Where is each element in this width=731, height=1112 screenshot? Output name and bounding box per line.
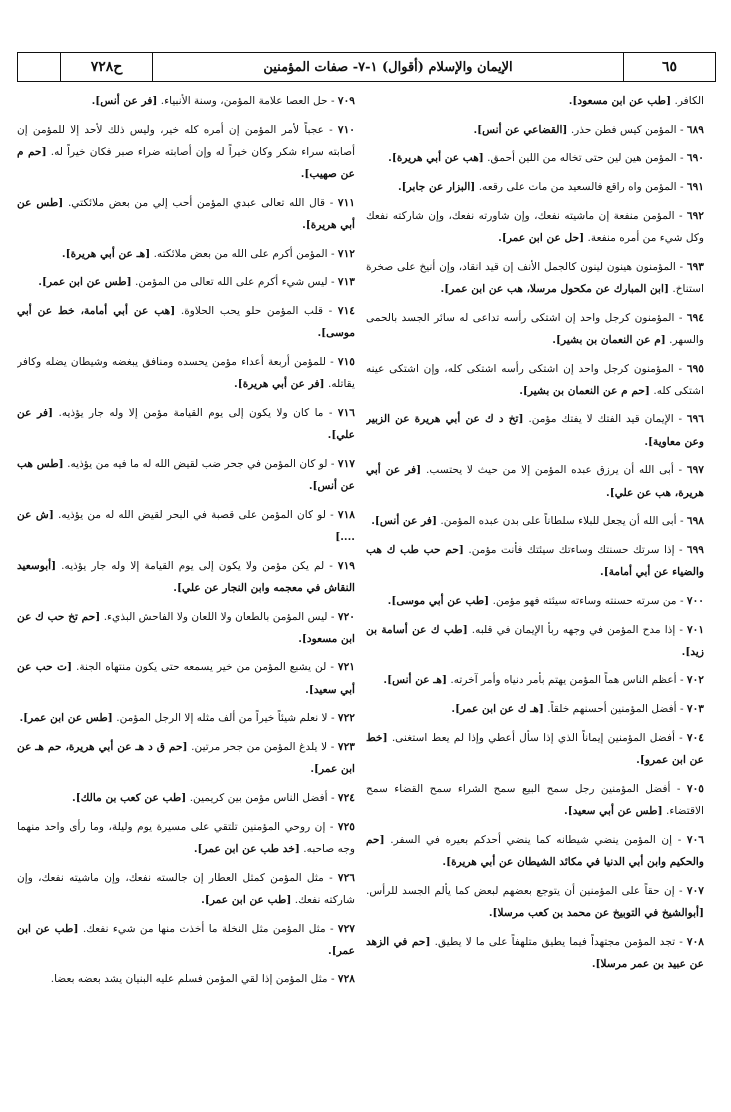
hadith-number: ٧٠٢ (686, 674, 704, 687)
hadith-number: ٧٠١ (686, 623, 704, 636)
hadith-number: ٧٠٩ (337, 95, 355, 107)
hadith-entry: ٧١٢ - المؤمن أكرم على الله من بعض ملائكته. [هـ عن أبي هريرة]. (61, 247, 355, 260)
hadith-text: المؤمن أكرم على الله من بعض ملائكته. (153, 247, 328, 260)
hadith-source: [طس عن ابن عمر]. (38, 276, 132, 289)
hadith-entry: ٦٩٢ - المؤمن منفعة إن ماشيته نفعك، وإن شاورته نفعك، وإن شاركته نفعك وكل شيء من أمره منفعة. [حل عن ابن عمر]. (366, 209, 704, 245)
hadith-text: لو كان المؤمن في جحر ضب لقيض الله له ما فيه من يؤذيه. (67, 457, 328, 470)
hadith-source: [فر عن أبي هريرة، هب عن علي]. (366, 464, 704, 499)
hadith-number: ٦٩٩ (686, 543, 704, 556)
hadith-number: ٦٩١ (686, 181, 704, 194)
hadith-range: ح٧٢٨ (60, 53, 152, 81)
hadith-text: تجد المؤمن مجتهداً فيما يطيق متلهفاً على ما لا يطيق. (434, 935, 676, 948)
hadith-text: المؤمنون كرجل واحد إن اشتكى رأسه تداعى له سائر الجسد بالحمى والسهر. (366, 311, 704, 346)
hadith-text: من سرته حسنته وساءته سيئته فهو مؤمن. (492, 594, 677, 607)
hadith-number: ٧٢٧ (337, 922, 355, 935)
hadith-number: ٧١١ (337, 196, 355, 209)
hadith-text: الإيمان قيد الفتك لا يفتك مؤمن. (528, 413, 674, 426)
hadith-number: ٧٠٤ (686, 731, 704, 744)
hadith-text: إن حقاً على المؤمنين أن يتوجع بعضهم لبعض كما يألم الجسد للرأس. (366, 884, 675, 897)
hadith-number: ٧١٢ (337, 247, 355, 260)
hadith-text: أبى الله أن يرزق عبده المؤمن إلا من حيث لا يحتسب. (425, 464, 674, 477)
hadith-entry: ٧٠٩ - حل العصا علامة المؤمن، وسنة الأنبياء. [فر عن أنس]. (91, 95, 355, 107)
hadith-source: [طب عن ابن مسعود]. (568, 95, 672, 107)
hadith-source: [طس عن أبي هريرة]. (17, 196, 355, 232)
hadith-entry: ٧١١ - قال الله تعالى عبدي المؤمن أحب إلي من بعض ملائكتي. [طس عن أبي هريرة]. (17, 196, 355, 232)
hadith-source: [فر عن أنس]. (91, 95, 158, 107)
hadith-number: ٧٢١ (337, 661, 355, 674)
hadith-number: ٧٠٧ (686, 884, 704, 897)
running-title: الإيمان والإسلام (أقوال) ١-٧- صفات المؤمنين (152, 53, 623, 81)
hadith-number: ٧٢٣ (337, 741, 355, 754)
hadith-source: [تخ د ك عن أبي هريرة عن الزبير وعن معاوية]. (366, 413, 704, 448)
hadith-number: ٧٠٣ (686, 703, 704, 716)
hadith-number: ٦٩٣ (686, 260, 704, 273)
hadith-entry: ٧٠٦ - إن المؤمن ينضي شيطانه كما ينضي أحدكم بعيره في السفر. [حم والحكيم وابن أبي الدنيا في مكائد الشيطان عن أبي هريرة]. (366, 833, 704, 868)
hadith-entry: ٧١٧ - لو كان المؤمن في جحر ضب لقيض الله له ما فيه من يؤذيه. [طس هب عن أنس]. (17, 457, 355, 493)
hadith-text: مثل المؤمن كمثل العطار إن جالسته نفعك، وإن ماشيته نفعك، وإن شاركته نفعك. (17, 871, 355, 906)
hadith-text: لن يشبع المؤمن من خير يسمعه حتى يكون منتهاه الجنة. (76, 661, 327, 674)
hadith-text: المؤمن واه راقع فالسعيد من مات على رقعه. (478, 181, 677, 194)
hadith-source: [طب عن أبي موسى]. (387, 594, 490, 607)
hadith-source: [طس عن ابن عمر]. (19, 712, 113, 725)
hadith-source: [طب عن ابن عمر]. (17, 922, 355, 957)
hadith-source: [هب عن أبي أمامة، خط عن أبي موسى]. (17, 305, 355, 340)
hadith-source: [حم م عن صهيب]. (17, 145, 355, 181)
hadith-text: أفضل المؤمنين أحسنهم خلقاً. (547, 703, 677, 716)
hadith-entry: ٧٢٥ - إن روحي المؤمنين تلتقي على مسيرة يوم وليلة، وما رأى واحد منهما وجه صاحبه. [خد طب عن ابن عمر]. (17, 820, 355, 855)
hadith-entry: ٧٢٦ - مثل المؤمن كمثل العطار إن جالسته نفعك، وإن ماشيته نفعك، وإن شاركته نفعك. [طب عن ابن عمر]. (17, 871, 355, 906)
hadith-source: [القضاعي عن أنس]. (473, 123, 568, 136)
hadith-entry: ٦٩٥ - المؤمنون كرجل واحد إن اشتكى رأسه اشتكى كله، وإن اشتكى عينه اشتكى كله. [حم م عن النعمان بن بشير]. (366, 362, 704, 397)
hadith-entry: ٧٢١ - لن يشبع المؤمن من خير يسمعه حتى يكون منتهاه الجنة. [ت حب عن أبي سعيد]. (17, 661, 355, 696)
hadith-entry: ٧٠٣ - أفضل المؤمنين أحسنهم خلقاً. [هـ ك عن ابن عمر]. (451, 703, 704, 716)
hadith-source: [هـ ك عن ابن عمر]. (451, 703, 544, 716)
hadith-entry: ٦٩٧ - أبى الله أن يرزق عبده المؤمن إلا من حيث لا يحتسب. [فر عن أبي هريرة، هب عن علي]. (366, 464, 704, 499)
hadith-entry: ٧١٨ - لو كان المؤمن على قصبة في البحر لقيض الله له من يؤذيه. [ش عن ....] (17, 508, 355, 543)
hadith-number: ٧١٧ (337, 457, 355, 470)
hadith-text: أبى الله أن يجعل للبلاء سلطاناً على بدن عبده المؤمن. (440, 515, 677, 528)
hadith-entry: ٧٠١ - إذا مدح المؤمن في وجهه ربأ الإيمان في قلبه. [طب ك عن أسامة بن زيد]. (366, 623, 704, 658)
hadith-number: ٧٠٦ (686, 833, 704, 846)
hadith-number: ٦٩٦ (686, 413, 704, 426)
hadith-entry: ٦٩٠ - المؤمن هين لين حتى تخاله من اللين أحمق. [هب عن أبي هريرة]. (388, 152, 704, 165)
hadith-text: أعظم الناس هماً المؤمن يهتم بأمر دنياه وأمر آخرته. (450, 674, 677, 687)
hadith-text: للمؤمن أربعة أعداء مؤمن يحسده ومنافق يبغضه وشيطان يضله وكافر يقاتله. (17, 356, 355, 391)
hadith-source: [طس هب عن أنس]. (17, 457, 355, 493)
hadith-text: لو كان المؤمن على قصبة في البحر لقيض الله له من يؤذيه. (58, 508, 326, 521)
hadith-entry: ٧١٠ - عجباً لأمر المؤمن إن أمره كله خير، وليس ذلك لأحد إلا للمؤمن إن أصابته سراء شكر وكان خيراً له وإن أصابته ضراء صبر فكان خيراً له. [حم م عن صهيب]. (17, 123, 355, 181)
hadith-source: [خد طب عن ابن عمر]. (193, 842, 300, 855)
hadith-text: أفضل المؤمنين رجل سمح البيع سمح الشراء سمح القضاء سمح الاقتضاء. (366, 782, 704, 817)
hadith-entry: ٧٢٧ - مثل المؤمن مثل النخلة ما أخذت منها من شيء نفعك. [طب عن ابن عمر]. (17, 922, 355, 957)
hadith-source: [فر عن أبي هريرة]. (234, 378, 325, 391)
hadith-text: قلب المؤمن حلو يحب الحلاوة. (180, 305, 324, 318)
hadith-entry: ٧١٦ - ما كان ولا يكون إلى يوم القيامة مؤمن إلا وله جار يؤذيه. [فر عن علي]. (17, 406, 355, 442)
hadith-number: ٧٢٤ (337, 791, 355, 804)
hadith-text: ليس شيء أكرم على الله تعالى من المؤمن. (135, 276, 328, 289)
hadith-source: [البزار عن جابر]. (397, 181, 476, 194)
hadith-text: المؤمن كيس فطن حذر. (570, 123, 677, 136)
hadith-entry: ٦٨٩ - المؤمن كيس فطن حذر. [القضاعي عن أنس]. (473, 123, 704, 136)
hadith-source: [أبوسعيد النقاش في معجمه وابن النجار عن علي]. (17, 559, 355, 594)
hadith-source: [حم ق د هـ عن أبي هريرة، حم هـ عن ابن عمر]. (17, 741, 355, 776)
hadith-entry: ٧٢٨ - مثل المؤمن إذا لقي المؤمن فسلم عليه البنيان يشد بعضه بعضا. (50, 973, 355, 986)
hadith-source: [طب ك عن أسامة بن زيد]. (366, 623, 704, 658)
hadith-source: [حل عن ابن عمر]. (498, 232, 585, 245)
hadith-entry: ٦٩٣ - المؤمنون هينون لينون كالجمل الأنف إن قيد انقاد، وإن أنيخ على صخرة استناخ. [ابن المبارك عن مكحول مرسلا، هب عن ابن عمر]. (366, 260, 704, 295)
hadith-entry: ٦٩٩ - إذا سرتك حسنتك وساءتك سيئتك فأنت مؤمن. [حم حب طب ك هب والضياء عن أبي أمامة]. (366, 543, 704, 579)
hadith-source: [ش عن ....] (17, 508, 355, 543)
right-column (366, 90, 704, 1102)
hadith-number: ٧٠٨ (686, 935, 704, 948)
hadith-source: [ابن المبارك عن مكحول مرسلا، هب عن ابن عمر]. (440, 282, 669, 295)
page-header (17, 52, 716, 82)
hadith-text: إن روحي المؤمنين تلتقي على مسيرة يوم وليلة، وما رأى واحد منهما وجه صاحبه. (17, 820, 355, 855)
hadith-source: [هـ عن أنس]. (383, 674, 447, 687)
hadith-number: ٧٢٠ (337, 610, 355, 623)
hadith-source: [طس عن أبي سعيد]. (564, 804, 663, 817)
hadith-text: إذا سرتك حسنتك وساءتك سيئتك فأنت مؤمن. (468, 543, 675, 556)
hadith-source: [هب عن أبي هريرة]. (388, 152, 484, 165)
hadith-text: المؤمنون هينون لينون كالجمل الأنف إن قيد انقاد، وإن أنيخ على صخرة استناخ. (366, 260, 704, 295)
hadith-entry: ٧٢٤ - أفضل الناس مؤمن بين كريمين. [طب عن كعب بن مالك]. (72, 791, 355, 804)
hadith-text: لا يلدغ المؤمن من جحر مرتين. (191, 741, 328, 754)
hadith-number: ٧١٦ (337, 406, 355, 419)
hadith-text: قال الله تعالى عبدي المؤمن أحب إلي من بعض ملائكتي. (67, 196, 326, 209)
hadith-text: ليس المؤمن بالطعان ولا اللعان ولا الفاحش البذيء. (103, 610, 328, 623)
hadith-number: ٧١٥ (337, 356, 355, 369)
hadith-source: [ت حب عن أبي سعيد]. (17, 661, 355, 696)
hadith-source: [خط عن ابن عمرو]. (366, 731, 704, 767)
hadith-number: ٧١٨ (337, 508, 355, 521)
hadith-number: ٦٩٨ (686, 515, 704, 528)
hadith-entry: ٦٩١ - المؤمن واه راقع فالسعيد من مات على رقعه. [البزار عن جابر]. (397, 181, 704, 194)
hadith-entry: ٧١٩ - لم يكن مؤمن ولا يكون إلى يوم القيامة إلا وله جار يؤذيه. [أبوسعيد النقاش في معجمه وابن النجار عن علي]. (17, 559, 355, 594)
hadith-text: إذا مدح المؤمن في وجهه ربأ الإيمان في قلبه. (471, 623, 676, 636)
hadith-source: [هـ عن أبي هريرة]. (61, 247, 151, 260)
hadith-number: ٧٠٥ (686, 782, 704, 795)
hadith-source: [حم في الزهد عن عبيد بن عمر مرسلا]. (366, 935, 704, 970)
header-blank-cell (18, 53, 60, 81)
hadith-text: مثل المؤمن مثل النخلة ما أخذت منها من شيء نفعك. (82, 922, 326, 935)
hadith-text: ما كان ولا يكون إلى يوم القيامة مؤمن إلا وله جار يؤذيه. (58, 406, 324, 419)
hadith-number: ٦٩٢ (686, 209, 704, 222)
hadith-entry: ٧١٣ - ليس شيء أكرم على الله تعالى من المؤمن. [طس عن ابن عمر]. (38, 276, 355, 289)
hadith-entry: ٧٠٥ - أفضل المؤمنين رجل سمح البيع سمح الشراء سمح القضاء سمح الاقتضاء. [طس عن أبي سعيد]. (366, 782, 704, 817)
hadith-entry: ٧١٤ - قلب المؤمن حلو يحب الحلاوة. [هب عن أبي أمامة، خط عن أبي موسى]. (17, 305, 355, 340)
hadith-number: ٧٢٥ (337, 820, 355, 833)
hadith-text: المؤمن هين لين حتى تخاله من اللين أحمق. (487, 152, 677, 165)
hadith-source: [م عن النعمان بن بشير]. (552, 333, 666, 346)
hadith-entry: ٦٩٨ - أبى الله أن يجعل للبلاء سلطاناً على بدن عبده المؤمن. [فر عن أنس]. (371, 515, 704, 528)
hadith-number: ٦٨٩ (686, 123, 704, 136)
hadith-entry: ٦٩٦ - الإيمان قيد الفتك لا يفتك مؤمن. [تخ د ك عن أبي هريرة عن الزبير وعن معاوية]. (366, 413, 704, 448)
hadith-source: [فر عن علي]. (17, 406, 355, 442)
hadith-source: [حم تخ حب ك عن ابن مسعود]. (17, 610, 355, 645)
hadith-text: المؤمن منفعة إن ماشيته نفعك، وإن شاورته نفعك، وإن شاركته نفعك وكل شيء من أمره منفعة. (366, 209, 704, 245)
hadith-source: [فر عن أنس]. (371, 515, 438, 528)
hadith-text: حل العصا علامة المؤمن، وسنة الأنبياء. (160, 95, 328, 107)
hadith-number: ٧٠٠ (686, 594, 704, 607)
hadith-entry: ٧٠٨ - تجد المؤمن مجتهداً فيما يطيق متلهفاً على ما لا يطيق. [حم في الزهد عن عبيد بن عمر مرسلا]. (366, 935, 704, 970)
hadith-text: أفضل المؤمنين إيماناً الذي إذا سأل أعطي وإذا لم يعط استغنى. (391, 731, 675, 744)
hadith-entry: ٧٠٧ - إن حقاً على المؤمنين أن يتوجع بعضهم لبعض كما يألم الجسد للرأس. [أبوالشيخ في التوبيخ عن محمد بن كعب مرسلا]. (366, 884, 704, 919)
hadith-entry: ٧٠٠ - من سرته حسنته وساءته سيئته فهو مؤمن. [طب عن أبي موسى]. (387, 594, 704, 607)
hadith-number: ٦٩٧ (686, 464, 704, 477)
hadith-source: [أبوالشيخ في التوبيخ عن محمد بن كعب مرسلا]. (488, 906, 704, 919)
hadith-text: الكافر. (674, 95, 704, 107)
hadith-text: مثل المؤمن إذا لقي المؤمن فسلم عليه البنيان يشد بعضه بعضا. (50, 973, 328, 986)
hadith-text: لا نعلم شيئاً خيراً من ألف مثله إلا الرجل المؤمن. (116, 712, 328, 725)
hadith-entry: ٧١٥ - للمؤمن أربعة أعداء مؤمن يحسده ومنافق يبغضه وشيطان يضله وكافر يقاتله. [فر عن أبي هريرة]. (17, 356, 355, 391)
page-number: ٦٥ (623, 53, 715, 81)
hadith-source: [طب عن كعب بن مالك]. (72, 791, 187, 804)
hadith-entry: ٧٢٣ - لا يلدغ المؤمن من جحر مرتين. [حم ق د هـ عن أبي هريرة، حم هـ عن ابن عمر]. (17, 741, 355, 776)
hadith-number: ٧١٣ (337, 276, 355, 289)
hadith-text: إن المؤمن ينضي شيطانه كما ينضي أحدكم بعيره في السفر. (390, 833, 673, 846)
hadith-entry: ٧٠٤ - أفضل المؤمنين إيماناً الذي إذا سأل أعطي وإذا لم يعط استغنى. [خط عن ابن عمرو]. (366, 731, 704, 767)
hadith-number: ٦٩٠ (686, 152, 704, 165)
hadith-number: ٧١٩ (337, 559, 355, 572)
hadith-text: أفضل الناس مؤمن بين كريمين. (189, 791, 328, 804)
hadith-text: لم يكن مؤمن ولا يكون إلى يوم القيامة إلا وله جار يؤذيه. (61, 559, 325, 572)
hadith-number: ٧١٠ (337, 123, 355, 136)
hadith-number: ٧٢٨ (337, 973, 355, 986)
left-column (17, 90, 355, 1102)
hadith-entry: ٦٩٤ - المؤمنون كرجل واحد إن اشتكى رأسه تداعى له سائر الجسد بالحمى والسهر. [م عن النعمان بن بشير]. (366, 311, 704, 346)
hadith-number: ٦٩٤ (686, 311, 704, 324)
hadith-entry: ٧٠٢ - أعظم الناس هماً المؤمن يهتم بأمر دنياه وأمر آخرته. [هـ عن أنس]. (383, 674, 704, 687)
hadith-number: ٧٢٢ (337, 712, 355, 725)
hadith-text: المؤمنون كرجل واحد إن اشتكى رأسه اشتكى كله، وإن اشتكى عينه اشتكى كله. (366, 362, 704, 397)
hadith-source: [حم حب طب ك هب والضياء عن أبي أمامة]. (366, 543, 704, 579)
hadith-source: [طب عن ابن عمر]. (201, 893, 292, 906)
hadith-number: ٧٢٦ (337, 871, 355, 884)
hadith-source: [حم والحكيم وابن أبي الدنيا في مكائد الشيطان عن أبي هريرة]. (366, 833, 704, 868)
hadith-number: ٦٩٥ (686, 362, 704, 375)
hadith-entry: ٧٢٠ - ليس المؤمن بالطعان ولا اللعان ولا الفاحش البذيء. [حم تخ حب ك عن ابن مسعود]. (17, 610, 355, 645)
hadith-source: [حم م عن النعمان بن بشير]. (519, 384, 650, 397)
hadith-text: عجباً لأمر المؤمن إن أمره كله خير، وليس ذلك لأحد إلا للمؤمن إن أصابته سراء شكر وكان خيراً له وإن أصابته ضراء صبر فكان خيراً له. (17, 123, 355, 158)
hadith-number: ٧١٤ (337, 305, 355, 318)
hadith-entry: ٧٢٢ - لا نعلم شيئاً خيراً من ألف مثله إلا الرجل المؤمن. [طس عن ابن عمر]. (19, 712, 355, 725)
hadith-entry (366, 90, 704, 112)
